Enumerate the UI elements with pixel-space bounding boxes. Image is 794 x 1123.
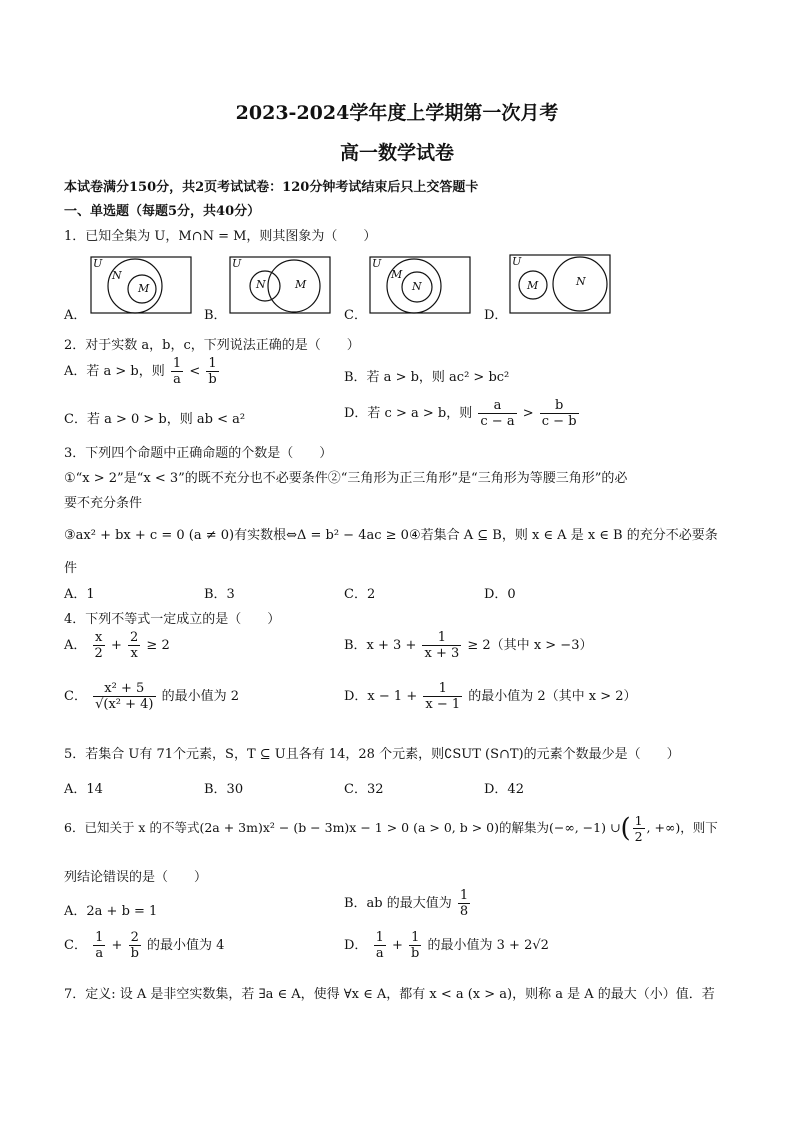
q4-d-frac: $\frac{1}{x - 1}$ bbox=[425, 681, 461, 712]
venn-c-u-label: U bbox=[372, 257, 382, 270]
q4-b-frac: $\frac{1}{x + 3}$ bbox=[424, 630, 460, 661]
q6-c-op: + bbox=[111, 938, 123, 953]
q2-a-frac1: $\frac{1}{a}$ bbox=[172, 356, 182, 387]
q6-stem-post: , +∞)，则下 bbox=[646, 820, 718, 835]
q3-statement-line1: ①“x > 2”是“x < 3”的既不充分也不必要条件②“三角形为正三角形”是“三角形为等腰三角形”的必 bbox=[64, 471, 628, 486]
question-7-stem: 7．定义: 设 A 是非空实数集，若 ∃a ∈ A，使得 ∀x ∈ A，都有 x < a (x > a)，则称 a 是 A 的最大（小）值．若 bbox=[64, 987, 715, 1002]
venn-c-m-label: M bbox=[391, 268, 403, 281]
q2-d-frac1: $\frac{a}{c - a}$ bbox=[480, 398, 515, 429]
question-1-stem: 1．已知全集为 U，M∩N = M，则其图象为（ ） bbox=[64, 229, 377, 244]
venn-a-m-label: M bbox=[138, 282, 150, 295]
q4-option-c[interactable] bbox=[64, 681, 239, 712]
question-4-stem: 4．下列不等式一定成立的是（ ） bbox=[64, 612, 281, 627]
q2-a-text: A．若 a > b，则 bbox=[64, 364, 165, 379]
venn-b-n-label: N bbox=[256, 278, 266, 291]
q6-c-post: 的最小值为 4 bbox=[147, 938, 225, 953]
q4-a-op: + bbox=[110, 638, 122, 653]
q1-option-d-label[interactable]: D． bbox=[484, 308, 508, 323]
q3-statement-line4: 件 bbox=[64, 561, 78, 576]
q3-statement-line3: ③ax² + bx + c = 0 (a ≠ 0)有实数根⇔Δ = b² − 4ac ≥ 0④若集合 A ⊆ B，则 x ∈ A 是 x ∈ B 的充分不必要条 bbox=[64, 528, 718, 543]
q2-option-b[interactable]: B．若 a > b，则 ac² > bc² bbox=[344, 370, 510, 385]
q6-c-label: C． bbox=[64, 938, 87, 953]
q3-statement-line2: 要不充分条件 bbox=[64, 496, 143, 511]
q3-option-d[interactable]: D．0 bbox=[484, 587, 516, 602]
q1-venn-b[interactable] bbox=[229, 256, 331, 314]
q4-d-post: 的最小值为 2（其中 x > 2） bbox=[468, 689, 637, 704]
page-subtitle: 高一数学试卷 bbox=[339, 142, 454, 164]
q3-option-c[interactable]: C．2 bbox=[344, 587, 376, 602]
q6-option-d[interactable] bbox=[344, 930, 549, 961]
q6-option-c[interactable] bbox=[64, 930, 224, 961]
q1-venn-a[interactable] bbox=[90, 256, 192, 314]
q6-d-op: + bbox=[392, 938, 403, 953]
section-heading: 一、单选题（每题5分，共40分） bbox=[64, 204, 261, 219]
q4-c-frac: $\frac{\text{x² + 5}}{\text{√(x² + 4)}}$ bbox=[95, 681, 154, 712]
venn-b-u-label: U bbox=[232, 257, 242, 270]
q6-option-a[interactable]: A．2a + b = 1 bbox=[64, 904, 158, 919]
q4-a-rel: ≥ 2 bbox=[146, 638, 170, 653]
q6-d-label: D． bbox=[344, 938, 368, 953]
question-3-stem: 3．下列四个命题中正确命题的个数是（ ） bbox=[64, 446, 333, 461]
venn-a-u-label: U bbox=[93, 257, 103, 270]
q4-b-post: ≥ 2（其中 x > −3） bbox=[467, 638, 593, 653]
q5-option-b[interactable]: B．30 bbox=[204, 782, 244, 797]
q2-option-c[interactable]: C．若 a > 0 > b，则 ab < a² bbox=[64, 412, 246, 427]
q3-option-b[interactable]: B．3 bbox=[204, 587, 235, 602]
q1-option-c-label[interactable]: C． bbox=[344, 308, 367, 323]
q2-a-frac2: $\frac{1}{b}$ bbox=[208, 356, 217, 387]
venn-c-n-label: N bbox=[412, 280, 422, 293]
q6-d-frac1: $\frac{1}{a}$ bbox=[375, 930, 384, 961]
venn-b-m-label: M bbox=[295, 278, 307, 291]
q6-option-b[interactable] bbox=[344, 888, 472, 919]
q6-stem-text: 6．已知关于 x 的不等式(2a + 3m)x² − (b − 3m)x − 1 > 0 (a > 0, b > 0)的解集为(−∞, −1) ∪ bbox=[64, 820, 621, 835]
q4-a-frac2: $\frac{2}{x}$ bbox=[130, 630, 139, 661]
q6-d-post: 的最小值为 3 + 2√2 bbox=[427, 938, 549, 953]
q4-option-b[interactable] bbox=[344, 630, 592, 661]
q6-stem-frac: $\frac{1}{2}$ bbox=[634, 813, 643, 844]
q1-venn-d[interactable] bbox=[509, 254, 611, 314]
venn-d-n-label: N bbox=[576, 275, 586, 288]
question-2-stem: 2．对于实数 a，b，c，下列说法正确的是（ ） bbox=[64, 338, 360, 353]
venn-a-n-label: N bbox=[112, 269, 122, 282]
q4-c-post: 的最小值为 2 bbox=[161, 689, 240, 704]
exam-notice: 本试卷满分150分，共2页考试试卷：120分钟考试结束后只上交答题卡 bbox=[64, 180, 479, 195]
q5-option-c[interactable]: C．32 bbox=[344, 782, 384, 797]
q6-d-frac2: $\frac{1}{b}$ bbox=[411, 930, 420, 961]
q6-b-text: B．ab 的最大值为 bbox=[344, 896, 452, 911]
question-6-stem-line2: 列结论错误的是（ ） bbox=[64, 870, 208, 885]
q4-option-a[interactable] bbox=[64, 630, 170, 661]
q2-option-a[interactable] bbox=[64, 356, 221, 387]
q6-c-frac2: $\frac{2}{b}$ bbox=[130, 930, 139, 961]
q5-option-a[interactable]: A．14 bbox=[64, 782, 103, 797]
q4-b-text: B．x + 3 + bbox=[344, 638, 417, 653]
q2-d-frac2: $\frac{b}{c - b}$ bbox=[541, 398, 577, 429]
question-6-stem bbox=[64, 813, 718, 844]
q4-a-frac1: $\frac{x}{2}$ bbox=[94, 630, 103, 661]
q2-option-d[interactable] bbox=[344, 398, 581, 429]
q4-c-label: C． bbox=[64, 689, 87, 704]
q4-d-text: D．x − 1 + bbox=[344, 689, 418, 704]
q4-option-d[interactable] bbox=[344, 681, 637, 712]
q6-c-frac1: $\frac{1}{a}$ bbox=[95, 930, 104, 961]
question-5-stem: 5．若集合 U有 71个元素，S，T ⊆ U且各有 14，28 个元素，则∁SUT (S∩T)的元素个数最少是（ ） bbox=[64, 747, 680, 762]
venn-d-u-label: U bbox=[512, 255, 522, 268]
page-title: 2023-2024学年度上学期第一次月考 bbox=[235, 102, 559, 124]
q2-d-text: D．若 c > a > b，则 bbox=[344, 406, 473, 421]
q1-option-a-label[interactable]: A． bbox=[64, 308, 87, 323]
q1-option-b-label[interactable]: B． bbox=[204, 308, 227, 323]
q6-b-frac: $\frac{1}{8}$ bbox=[459, 888, 469, 919]
q3-option-a[interactable]: A．1 bbox=[64, 587, 95, 602]
q4-a-label: A． bbox=[64, 638, 87, 653]
q2-a-op: < bbox=[189, 364, 201, 379]
venn-d-m-label: M bbox=[527, 279, 539, 292]
q1-venn-c[interactable] bbox=[369, 256, 471, 314]
q6-paren: ( bbox=[620, 813, 631, 844]
q2-d-op: > bbox=[522, 406, 534, 421]
q5-option-d[interactable]: D．42 bbox=[484, 782, 524, 797]
